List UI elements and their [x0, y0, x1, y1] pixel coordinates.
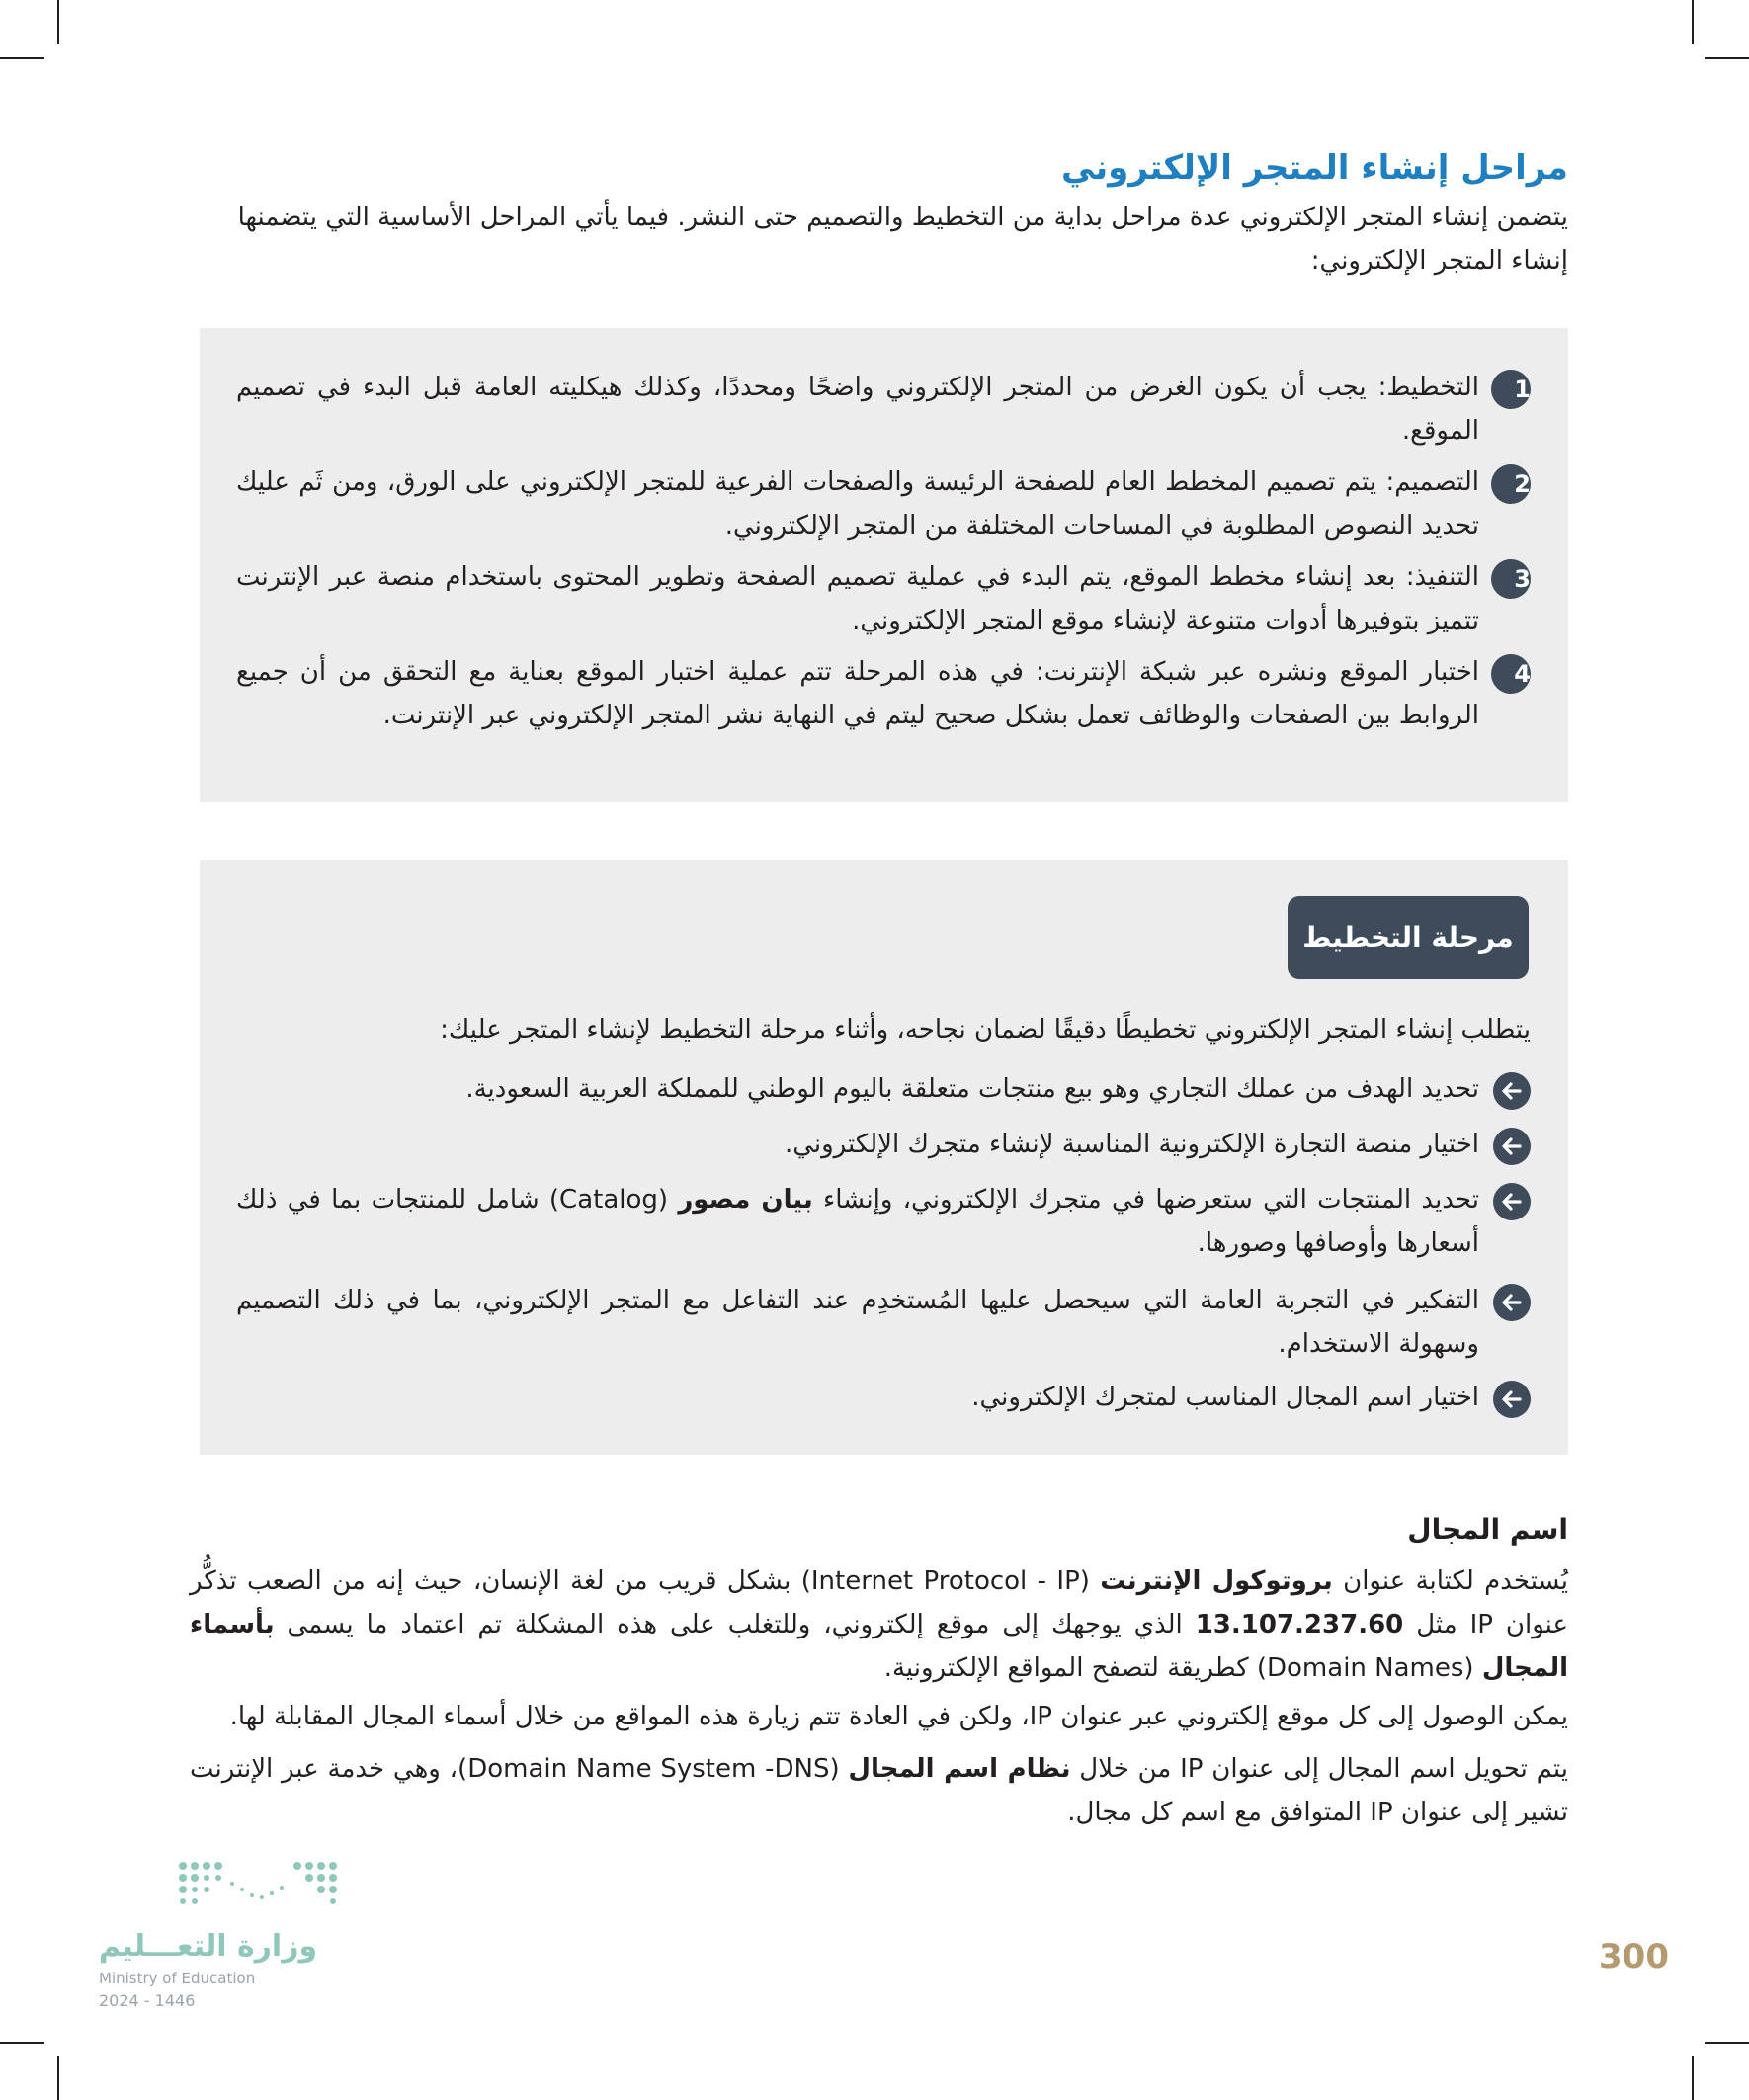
- ip-example: 13.107.237.60: [1195, 1610, 1404, 1639]
- ministry-logo-arabic: وزارة التعـــليم: [99, 1929, 318, 1964]
- stage-text: التنفيذ: بعد إنشاء مخطط الموقع، يتم البدء في عملية تصميم الصفحة وتطوير المحتوى باستخدام منصة عبر الإنترنت تتميز بتوفيرها أدوات متنوعة لإنشاء موقع المتجر الإلكتروني.: [236, 562, 1479, 635]
- ministry-logo-english: Ministry of Education: [99, 1970, 256, 1987]
- arrow-left-icon: [1493, 1072, 1531, 1110]
- planning-bullet: [236, 1123, 1531, 1166]
- step-number-badge: 2: [1491, 464, 1531, 504]
- text-run: (Domain Names) كطريقة لتصفح المواقع الإلكترونية.: [883, 1653, 1482, 1683]
- intro-paragraph: يتضمن إنشاء المتجر الإلكتروني عدة مراحل بداية من التخطيط والتصميم حتى النشر. فيما يأتي المراحل الأساسية التي يتضمنها إنشاء المتجر الإلكتروني:: [237, 203, 1568, 276]
- step-number-badge: 1: [1491, 370, 1531, 409]
- bold-term: بأسماء المجال: [190, 1610, 1568, 1683]
- bullet-text-pre: تحديد المنتجات التي ستعرضها في متجرك الإلكتروني، وإنشاء: [812, 1185, 1479, 1215]
- text-run: يتم تحويل اسم المجال إلى عنوان IP من خلال: [1070, 1754, 1568, 1784]
- ministry-logo-year: 2024 - 1446: [99, 1991, 196, 2010]
- text-run: (Domain Name System -DNS)، وهي خدمة عبر الإنترنت تشير إلى عنوان IP المتوافق مع اسم كل مجال.: [190, 1754, 1568, 1827]
- bullet-text: تحديد الهدف من عملك التجاري وهو بيع منتجات متعلقة باليوم الوطني للمملكة العربية السعودية.: [465, 1074, 1479, 1104]
- planning-bullet: [236, 1279, 1531, 1366]
- bold-term: بروتوكول الإنترنت: [1100, 1566, 1333, 1596]
- dots-emblem-icon: [94, 1858, 351, 1927]
- bullet-text: اختيار منصة التجارة الإلكترونية المناسبة لإنشاء متجرك الإلكتروني.: [784, 1130, 1479, 1159]
- stage-item-design: [236, 461, 1531, 547]
- arrow-left-icon: [1493, 1183, 1531, 1220]
- step-number-badge: 4: [1491, 654, 1531, 694]
- planning-stage-badge: مرحلة التخطيط: [1288, 896, 1529, 979]
- crop-mark: [0, 57, 44, 59]
- planning-intro: يتطلب إنشاء المتجر الإلكتروني تخطيطًا دقيقًا لضمان نجاحه، وأثناء مرحلة التخطيط لإنشاء المتجر عليك:: [440, 1015, 1531, 1045]
- text-run: الذي يوجهك إلى موقع إلكتروني، وللتغلب على هذه المشكلة تم اعتماد ما يسمى: [274, 1610, 1196, 1639]
- arrow-left-icon: [1493, 1128, 1531, 1165]
- domain-paragraph-3: [190, 1747, 1568, 1834]
- crop-mark: [1705, 2042, 1749, 2044]
- ministry-logo: [94, 1858, 351, 2016]
- stage-item-planning: [236, 366, 1531, 453]
- crop-mark: [0, 2042, 44, 2044]
- crop-mark: [1692, 0, 1694, 44]
- arrow-left-icon: [1493, 1284, 1531, 1321]
- domain-section-title: اسم المجال: [1407, 1513, 1568, 1546]
- planning-panel: [200, 860, 1568, 1455]
- crop-mark: [1692, 2056, 1694, 2100]
- planning-bullet: [236, 1067, 1531, 1111]
- crop-mark: [57, 0, 59, 44]
- bullet-text: اختيار اسم المجال المناسب لمتجرك الإلكتروني.: [971, 1383, 1479, 1412]
- stages-panel: [200, 328, 1568, 802]
- planning-bullet: [236, 1178, 1531, 1265]
- crop-mark: [1705, 57, 1749, 59]
- text-run: يُستخدم لكتابة عنوان: [1332, 1566, 1568, 1596]
- stage-text: اختبار الموقع ونشره عبر شبكة الإنترنت: في هذه المرحلة تتم عملية اختبار الموقع بعناية مع التحقق من أن جميع الروابط بين الصفحات والوظائف تعمل بشكل صحيح ليتم في النهاية نشر المتجر الإلكتروني عبر الإنترنت.: [236, 657, 1479, 730]
- planning-bullet: [236, 1376, 1531, 1419]
- bullet-bold-term: بيان مصور: [678, 1185, 813, 1215]
- text-run: (Internet Protocol - IP) بشكل قريب من لغة الإنسان، حيث إنه من الصعب تذكُّر عنوان IP مثل: [190, 1566, 1568, 1639]
- page-title: مراحل إنشاء المتجر الإلكتروني: [1061, 148, 1568, 188]
- stage-item-implementation: [236, 555, 1531, 642]
- bullet-text: التفكير في التجربة العامة التي سيحصل عليها المُستخدِم عند التفاعل مع المتجر الإلكتروني، بما في ذلك التصميم وسهولة الاستخدام.: [236, 1286, 1479, 1359]
- domain-paragraph-1: [190, 1559, 1568, 1690]
- bullet-text-post: (Catalog) شامل للمنتجات بما في ذلك أسعارها وأوصافها وصورها.: [236, 1185, 1479, 1258]
- domain-paragraph-2: يمكن الوصول إلى كل موقع إلكتروني عبر عنوان IP، ولكن في العادة تتم زيارة هذه المواقع من خلال أسماء المجال المقابلة لها.: [229, 1702, 1568, 1731]
- stage-text: التصميم: يتم تصميم المخطط العام للصفحة الرئيسة والصفحات الفرعية للمتجر الإلكتروني على الورق، ومن ثَم عليك تحديد النصوص المطلوبة في المساحات المختلفة من المتجر الإلكتروني.: [236, 467, 1479, 541]
- stage-item-testing-publishing: [236, 650, 1531, 737]
- stage-text: التخطيط: يجب أن يكون الغرض من المتجر الإلكتروني واضحًا ومحددًا، وكذلك هيكليته العامة قبل البدء في تصميم الموقع.: [236, 373, 1479, 446]
- bold-term: نظام اسم المجال: [848, 1754, 1071, 1784]
- arrow-left-icon: [1493, 1381, 1531, 1418]
- step-number-badge: 3: [1491, 559, 1531, 599]
- crop-mark: [57, 2056, 59, 2100]
- page-number: 300: [1599, 1937, 1669, 1976]
